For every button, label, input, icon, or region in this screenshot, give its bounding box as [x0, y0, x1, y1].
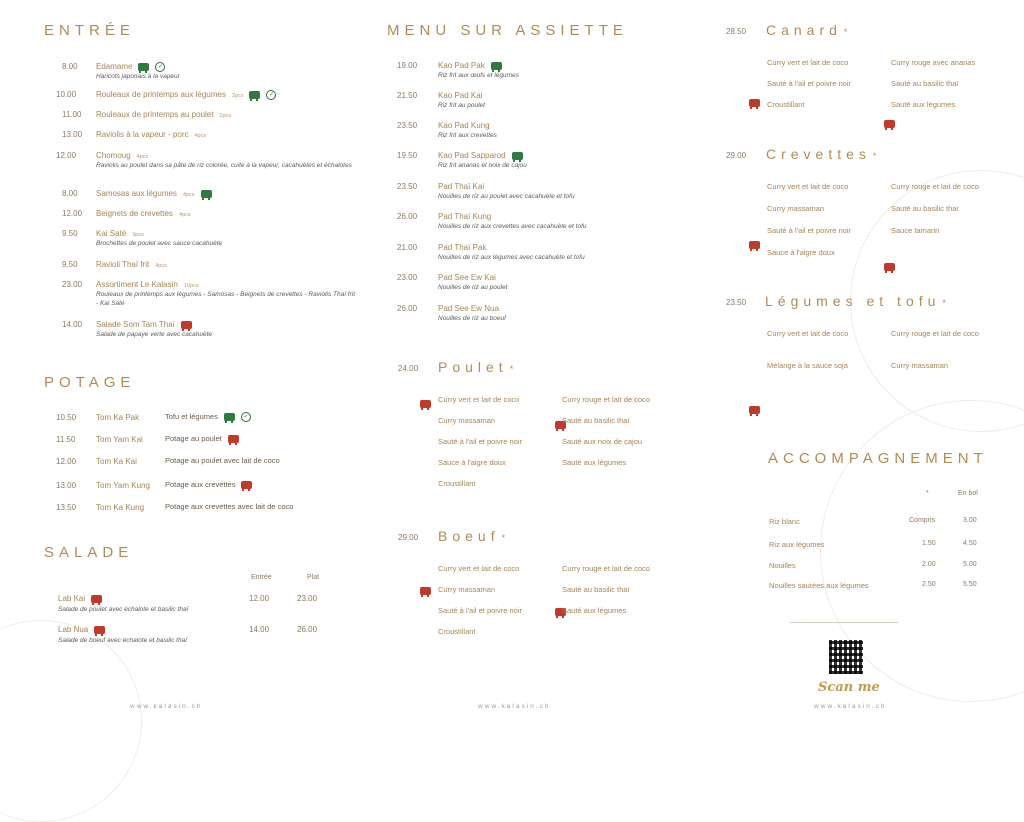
vegan-leaf-icon: ✓: [266, 90, 276, 100]
assiette-name: [438, 212, 491, 221]
legumes-option-right: Curry massaman: [891, 361, 949, 370]
potage-name: Tom Ka Kai: [96, 457, 137, 466]
crevettes-heading: [766, 146, 881, 162]
entree-pieces: 3pcs: [132, 232, 144, 238]
spicy-elephant-icon: [884, 263, 895, 271]
assiette-description: Riz frit aux crevettes: [438, 132, 497, 139]
assiette-description: Riz frit au poulet: [438, 102, 485, 109]
entree-price: 9.50: [62, 229, 78, 238]
poulet-option-left: Sauce à l'aigre doux: [438, 458, 506, 467]
spicy-elephant-icon: [749, 241, 760, 249]
entree-name: [96, 209, 191, 218]
crevettes-price: 29.00: [726, 151, 747, 160]
entree-heading: ENTRÉE: [44, 22, 135, 39]
entree-name-text: Chomoug: [96, 151, 131, 160]
potage-price: 11.50: [56, 435, 76, 444]
assiette-name: [438, 273, 496, 282]
assiette-heading: MENU SUR ASSIETTE: [387, 22, 628, 39]
entree-pieces: 10pcs: [183, 283, 199, 289]
vegetarian-elephant-icon: [512, 152, 523, 160]
canard-option-left: Sauté à l'ail et poivre noir: [767, 79, 851, 88]
accompagnement-name: Riz aux légumes: [769, 540, 825, 549]
assiette-name: [438, 243, 486, 252]
boeuf-option-left: Croustillant: [438, 627, 476, 636]
canard-star: *: [843, 27, 853, 37]
accompagnement-with-dish: 1.50: [922, 540, 936, 547]
entree-name-text: Kai Saté: [96, 229, 127, 238]
entree-name-text: Edamame: [96, 62, 133, 72]
canard-price: 28.50: [726, 27, 747, 36]
poulet-option-left: Sauté à l'ail et poivre noir: [438, 437, 522, 446]
canard-title: Canard: [766, 22, 842, 38]
entree-name: [96, 62, 165, 72]
footer-url-middle: www.kalasin.ch: [478, 703, 551, 710]
potage-name: Tom Yam Kung: [96, 481, 150, 490]
accompagnement-bowl: 5.00: [963, 561, 977, 568]
entree-name: [96, 189, 212, 198]
accompagnement-with-dish: 2.50: [922, 581, 936, 588]
accompagnement-col-bol: En bol: [958, 490, 978, 497]
poulet-star: *: [509, 364, 519, 374]
entree-pieces: 4pcs: [155, 263, 167, 269]
assiette-description: Riz frit aux œufs et légumes: [438, 72, 519, 79]
vegetarian-elephant-icon: [249, 91, 260, 99]
salade-price-plat: 23.00: [297, 594, 318, 603]
entree-description: Rouleaux de printemps aux légumes - Samosas - Beignets de crevettes - Raviolis Thaï frit - Kai Saté: [96, 291, 356, 307]
entree-pieces: 4pcs: [194, 133, 207, 139]
assiette-price: 23.50: [397, 121, 418, 130]
legumes-option-left: Curry vert et lait de coco: [767, 329, 849, 338]
potage-description-text: Potage au poulet: [165, 434, 222, 443]
boeuf-option-left: Sauté à l'ail et poivre noir: [438, 606, 522, 615]
entree-name: [96, 229, 144, 238]
salade-col-entree: Entrée: [251, 574, 272, 581]
assiette-price: 23.50: [397, 182, 418, 191]
poulet-title: Poulet: [438, 359, 508, 375]
accompagnement-bowl: 5.50: [963, 581, 977, 588]
vegetarian-elephant-icon: [491, 62, 502, 70]
entree-name: [96, 110, 231, 119]
spicy-elephant-icon: [420, 587, 431, 595]
entree-price: 12.00: [62, 209, 83, 218]
assiette-name: [438, 121, 490, 130]
potage-price: 12.00: [56, 457, 77, 466]
crevettes-option-left: Curry massaman: [767, 204, 825, 213]
assiette-description: Nouilles de riz au boeuf: [438, 315, 506, 322]
canard-option-left: Croustillant: [767, 100, 805, 109]
potage-description-text: Potage aux crevettes avec lait de coco: [165, 502, 294, 511]
entree-name: [96, 260, 167, 269]
potage-description-text: Tofu et légumes: [165, 412, 218, 421]
entree-price: 10.00: [56, 90, 77, 99]
crevettes-option-right: Sauce tamarin: [891, 226, 940, 235]
entree-description: Salade de papaye verte avec cacahuète: [96, 331, 213, 338]
accompagnement-col-star: *: [926, 490, 929, 497]
vegetarian-elephant-icon: [224, 413, 235, 421]
canard-heading: [766, 22, 852, 38]
crevettes-star: *: [872, 151, 882, 161]
potage-name: Tom Yam Kai: [96, 435, 143, 444]
potage-description: [165, 456, 280, 465]
salade-name: [58, 594, 102, 603]
accompagnement-name: Nouilles sautées aux légumes: [769, 581, 869, 590]
crevettes-option-left: Sauce à l'aigre doux: [767, 248, 835, 257]
spicy-elephant-icon: [228, 435, 239, 443]
accompagnement-bowl: 3.00: [963, 517, 977, 524]
boeuf-option-left: Curry massaman: [438, 585, 496, 594]
canard-option-right: Curry rouge avec ananas: [891, 58, 976, 67]
potage-description-text: Potage au poulet avec lait de coco: [165, 456, 280, 465]
assiette-name-text: Kao Pad Kai: [438, 91, 483, 100]
entree-pieces: 4pcs: [136, 154, 149, 160]
assiette-name-text: Kao Pad Pak: [438, 61, 485, 70]
potage-price: 13.00: [56, 481, 77, 490]
vegetarian-elephant-icon: [138, 63, 149, 71]
assiette-price: 19.00: [397, 61, 418, 70]
entree-name: [96, 280, 199, 289]
assiette-name-text: Kao Pad Kung: [438, 121, 490, 130]
assiette-price: 21.50: [397, 91, 418, 100]
salade-heading: SALADE: [44, 544, 134, 561]
accompagnement-name: Riz blanc: [769, 517, 800, 526]
assiette-price: 23.00: [397, 273, 418, 282]
entree-price: 14.00: [62, 320, 83, 329]
boeuf-option-right: Sauté au basilic thaï: [562, 585, 630, 594]
accompagnement-with-dish: Compris: [909, 517, 936, 524]
assiette-name: [438, 304, 499, 313]
salade-price-plat: 26.00: [297, 625, 318, 634]
crevettes-option-right: Curry rouge et lait de coco: [891, 182, 979, 191]
entree-name-text: Assortiment Le Kalasin: [96, 280, 178, 289]
accompagnement-with-dish: 2.00: [922, 561, 936, 568]
legumes-option-right: Curry rouge et lait de coco: [891, 329, 979, 338]
legumes-price: 23.50: [726, 298, 747, 307]
legumes-title: Légumes et tofu: [765, 293, 941, 309]
poulet-heading: [438, 359, 518, 375]
entree-name: [96, 151, 148, 160]
entree-pieces: 2pcs: [231, 93, 244, 100]
boeuf-option-left: Curry vert et lait de coco: [438, 564, 520, 573]
spicy-elephant-icon: [91, 595, 102, 603]
assiette-name-text: Pad See Ew Kai: [438, 273, 496, 282]
entree-price: 9.50: [62, 260, 78, 269]
poulet-price: 24.00: [398, 364, 419, 373]
boeuf-title: Boeuf: [438, 528, 500, 544]
assiette-description: Riz frit ananas et noix de cajou: [438, 162, 527, 169]
background-ornament: [0, 620, 142, 822]
salade-name-text: Lab Kai: [58, 594, 86, 603]
entree-name: [96, 90, 276, 100]
vegan-leaf-icon: ✓: [155, 62, 165, 72]
spicy-elephant-icon: [181, 321, 192, 329]
salade-description: Salade de poulet avec échalote et basilic thaï: [58, 606, 189, 613]
canard-option-right: Sauté aux légumes: [891, 100, 956, 109]
assiette-name: [438, 91, 482, 100]
entree-name-text: Samosas aux légumes: [96, 189, 177, 198]
poulet-option-left: Curry massaman: [438, 416, 496, 425]
spicy-elephant-icon: [749, 406, 760, 414]
poulet-option-left: Croustillant: [438, 479, 476, 488]
entree-pieces: 2pcs: [219, 113, 232, 119]
spicy-elephant-icon: [749, 99, 760, 107]
boeuf-option-right: Sauté aux légumes: [562, 606, 627, 615]
salade-name-text: Lab Nua: [58, 625, 89, 634]
accompagnement-heading: ACCOMPAGNEMENT: [768, 450, 988, 467]
entree-price: 8.00: [62, 62, 78, 71]
poulet-option-left: Curry vert et lait de coco: [438, 395, 520, 404]
crevettes-option-left: Sauté à l'ail et poivre noir: [767, 226, 851, 235]
assiette-name-text: Pad Thaï Pak: [438, 243, 487, 252]
poulet-option-right: Curry rouge et lait de coco: [562, 395, 650, 404]
boeuf-heading: [438, 528, 510, 544]
entree-pieces: 4pcs: [178, 212, 191, 218]
entree-price: 11.00: [62, 110, 82, 119]
vegetarian-elephant-icon: [201, 190, 212, 198]
accompagnement-name: Nouilles: [769, 561, 796, 570]
assiette-price: 26.00: [397, 212, 418, 221]
salade-col-plat: Plat: [307, 574, 320, 581]
legumes-heading: [765, 293, 951, 309]
boeuf-star: *: [501, 533, 511, 543]
assiette-name-text: Kao Pad Sapparod: [438, 151, 506, 160]
potage-name: Tom Ka Pak: [96, 413, 140, 422]
entree-name: [96, 130, 206, 139]
assiette-description: Nouilles de riz aux légumes avec cacahuète et tofu: [438, 254, 585, 261]
entree-name-text: Ravioli Thaï frit: [96, 260, 150, 269]
accompagnement-bowl: 4.50: [963, 540, 977, 547]
canard-option-right: Sauté au basilic thaï: [891, 79, 959, 88]
potage-description: [165, 480, 252, 489]
potage-name: Tom Ka Kung: [96, 503, 145, 512]
assiette-price: 26.00: [397, 304, 418, 313]
footer-url-left: www.kalasin.ch: [130, 703, 203, 710]
entree-name-text: Raviolis à la vapeur - porc: [96, 130, 189, 139]
poulet-option-right: Sauté aux noix de cajou: [562, 437, 643, 446]
legumes-star: *: [942, 298, 951, 308]
entree-name: [96, 320, 192, 329]
entree-name-text: Salade Som Tam Thaï: [96, 320, 175, 329]
potage-description: [165, 412, 251, 422]
legumes-option-left: Mélange à la sauce soja: [767, 361, 848, 370]
entree-price: 23.00: [62, 280, 83, 289]
potage-price: 13.50: [56, 503, 77, 512]
spicy-elephant-icon: [420, 400, 431, 408]
potage-heading: POTAGE: [44, 374, 136, 391]
assiette-name-text: Pad Thaï Kung: [438, 212, 492, 221]
entree-description: Haricots japonais à la vapeur: [96, 73, 180, 80]
boeuf-option-right: Curry rouge et lait de coco: [562, 564, 650, 573]
salade-price-entree: 12.00: [249, 594, 270, 603]
crevettes-title: Crevettes: [766, 146, 871, 162]
assiette-name-text: Pad Thaï Kai: [438, 182, 485, 191]
crevettes-option-right: Sauté au basilic thaï: [891, 204, 959, 213]
assiette-description: Nouilles de riz au poulet: [438, 284, 508, 291]
potage-description: [165, 502, 293, 511]
entree-price: 8.00: [62, 189, 78, 198]
entree-price: 13.00: [62, 130, 83, 139]
canard-option-left: Curry vert et lait de coco: [767, 58, 849, 67]
potage-price: 10.50: [56, 413, 77, 422]
salade-name: [58, 625, 105, 634]
poulet-option-right: Sauté au basilic thaï: [562, 416, 630, 425]
assiette-name: [438, 61, 502, 70]
assiette-description: Nouilles de riz aux crevettes avec cacahuète et tofu: [438, 223, 587, 230]
assiette-price: 21.00: [397, 243, 418, 252]
spicy-elephant-icon: [94, 626, 105, 634]
crevettes-option-left: Curry vert et lait de coco: [767, 182, 849, 191]
potage-description: [165, 434, 239, 443]
assiette-name-text: Pad See Ew Nua: [438, 304, 499, 313]
assiette-name: [438, 151, 523, 160]
assiette-price: 19.50: [397, 151, 418, 160]
divider: [790, 622, 898, 623]
boeuf-price: 29.00: [398, 533, 419, 542]
entree-pieces: 4pcs: [182, 192, 195, 198]
assiette-name: [438, 182, 484, 191]
vegan-leaf-icon: ✓: [241, 412, 251, 422]
salade-description: Salade de boeuf avec échalote et basilic thaï: [58, 637, 188, 644]
poulet-option-right: Sauté aux légumes: [562, 458, 627, 467]
entree-name-text: Rouleaux de printemps au poulet: [96, 110, 214, 119]
potage-description-text: Potage aux crevettes: [165, 480, 236, 489]
footer-url-right: www.kalasin.ch: [814, 703, 887, 710]
entree-description: Brochettes de poulet avec sauce cacahuète: [96, 240, 223, 247]
entree-description: Raviolis au poulet dans sa pâte de riz colorée, cuite à la vapeur, cacahuètes et échalotes: [96, 162, 352, 169]
scan-me-label: Scan me: [818, 680, 880, 695]
qr-code[interactable]: [829, 640, 863, 674]
entree-price: 12.00: [56, 151, 77, 160]
salade-price-entree: 14.00: [249, 625, 270, 634]
assiette-description: Nouilles de riz au poulet avec cacahuète et tofu: [438, 193, 575, 200]
entree-name-text: Beignets de crevettes: [96, 209, 173, 218]
spicy-elephant-icon: [241, 481, 252, 489]
spicy-elephant-icon: [884, 120, 895, 128]
entree-name-text: Rouleaux de printemps aux légumes: [96, 90, 226, 100]
